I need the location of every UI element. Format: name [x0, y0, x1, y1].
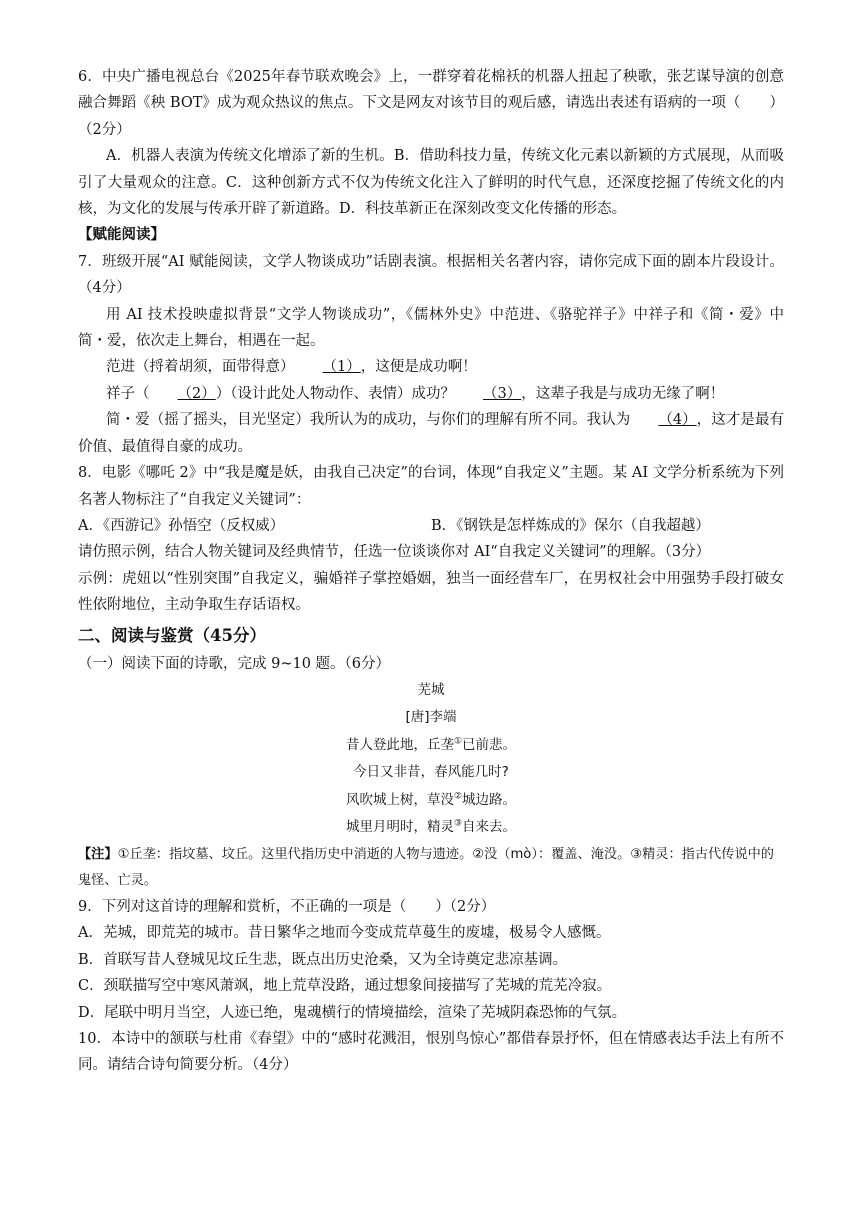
poem-line-2: 今日又非昔，春风能几时? [353, 764, 509, 781]
blank-4[interactable]: （4） [658, 412, 697, 429]
poem-title: 芜城 [417, 681, 445, 698]
q7-intro: 用 AI 技术投映虚拟背景“文学人物谈成功”，《儒林外史》中范进、《骆驼祥子》中祥子和《简・爱》中简・爱，依次走上舞台，相遇在一起。 [78, 306, 784, 350]
q8-option-b: B．《钢铁是怎样炼成的》保尔（自我超越） [431, 517, 710, 534]
poem-author: [唐]李端 [405, 709, 457, 726]
section-2-heading: 二、阅读与鉴赏（45分） [78, 625, 266, 645]
q8-stem: 8．电影《哪吒 2》中“我是魔是妖，由我自己决定”的台词，体现“自我定义”主题。某 AI 文学分析系统为下列名著人物标注了“自我定义关键词”： [78, 465, 784, 508]
poem-line-1-a: 昔人登此地，丘垄 [345, 736, 454, 753]
q7-jane-line [78, 407, 784, 460]
poem-line-3-b: 城边路。 [462, 791, 517, 808]
poem-line-3-a: 风吹城上树，草没 [345, 791, 454, 808]
poem-line-4 [78, 814, 784, 842]
poem-notes [78, 842, 784, 894]
fanjin-suffix: ，这便是成功啊！ [360, 359, 477, 376]
poem-line-1 [78, 732, 784, 760]
fanjin-prefix: 范进（捋着胡须，面带得意） [106, 359, 295, 376]
xiangzi-middle: ）（设计此处人物动作、表情）成功？ [215, 385, 455, 402]
q7-fanjin-line [78, 354, 784, 380]
sub-section-1: （一）阅读下面的诗歌，完成 9~10 题。（6分） [78, 655, 391, 672]
q7-stem: 7．班级开展“AI 赋能阅读，文学人物谈成功”话剧表演。根据相关名著内容，请你完成下面的剧本片段设计。（4分） [78, 253, 784, 297]
q8-option-a: A．《西游记》孙悟空（反权威） [78, 517, 285, 534]
q9-option-a: A．芜城，即荒芜的城市。昔日繁华之地而今变成荒草蔓生的废墟，极易令人感慨。 [78, 925, 611, 942]
poem-line-4-b: 自来去。 [462, 819, 517, 836]
xiangzi-prefix: 祥子（ [106, 385, 150, 402]
poem-line-4-a: 城里月明时，精灵 [345, 819, 454, 836]
note-marker-2: ② [453, 791, 463, 802]
q9-option-b: B．首联写昔人登城见坟丘生悲，既点出历史沧桑，又为全诗奠定悲凉基调。 [78, 951, 568, 968]
blank-3[interactable]: （3） [482, 385, 522, 402]
q7-xiangzi-line [78, 381, 784, 407]
poem-line-3 [78, 787, 784, 815]
q6-stem: 6．中央广播电视总台《2025年春节联欢晚会》上，一群穿着花棉袄的机器人扭起了秧歌，张艺谋导演的创意融合舞蹈《秧 BOT》成为观众热议的焦点。下文是网友对该节目的观后感，请选出表述有语病的一项（ ）（2分） [78, 69, 784, 138]
q10-stem: 10．本诗中的颔联与杜甫《春望》中的“感时花溅泪，恨别鸟惊心”都借春景抒怀，但在情感表达手法上有所不同。请结合诗句简要分析。（4分） [78, 1030, 784, 1074]
q9-option-c: C．颈联描写空中寒风萧飒，地上荒草没路，通过想象间接描写了芜城的荒芜冷寂。 [78, 978, 612, 995]
note-text: ①丘垄：指坟墓、坟丘。这里代指历史中消逝的人物与遗迹。②没（mò）：覆盖、淹没。③精灵：指古代传说中的鬼怪、亡灵。 [78, 846, 774, 888]
q9-option-d: D．尾联中明月当空，人迹已绝，鬼魂横行的情境描绘，渲染了芜城阴森恐怖的气氛。 [78, 1004, 627, 1021]
q8-requirement: 请仿照示例，结合人物关键词及经典情节，任选一位谈谈你对 AI“自我定义关键词”的理解。（3分） [78, 544, 711, 561]
poem [78, 677, 784, 842]
q6-options: A．机器人表演为传统文化增添了新的生机。B．借助科技力量，传统文化元素以新颖的方式展现，从而吸引了大量观众的注意。C．这种创新方式不仅为传统文化注入了鲜明的时代气息，还深度挖掘了传统文化的内核，为文化的发展与传承开辟了新道路。D．科技革新正在深刻改变文化传播的形态。 [78, 148, 784, 218]
note-marker-3: ③ [453, 818, 463, 829]
xiangzi-suffix: ，这辈子我是与成功无缘了啊！ [521, 385, 725, 402]
jane-suffix: ，这才是最有价值、最值得自豪的成功。 [78, 412, 785, 455]
q9-stem: 9．下列对这首诗的理解和赏析，不正确的一项是（ ）（2分） [78, 898, 496, 915]
fu-neng-heading: 【赋能阅读】 [78, 226, 165, 244]
note-label: 【注】 [78, 846, 118, 862]
note-marker-1: ① [453, 736, 463, 747]
q8-options [78, 513, 784, 539]
jane-prefix: 简・爱（摇了摇头，目光坚定）我所认为的成功，与你们的理解有所不同。我认为 [106, 412, 631, 429]
q8-example: 示例：虎妞以“性别突围”自我定义，骗婚祥子掌控婚姻，独当一面经营车厂，在男权社会中用强势手段打破女性依附地位，主动争取生存话语权。 [78, 570, 784, 614]
poem-line-1-b: 已前悲。 [462, 736, 517, 753]
blank-2[interactable]: （2） [177, 385, 216, 402]
exam-page [78, 64, 784, 1079]
blank-1[interactable]: （1） [322, 359, 361, 376]
